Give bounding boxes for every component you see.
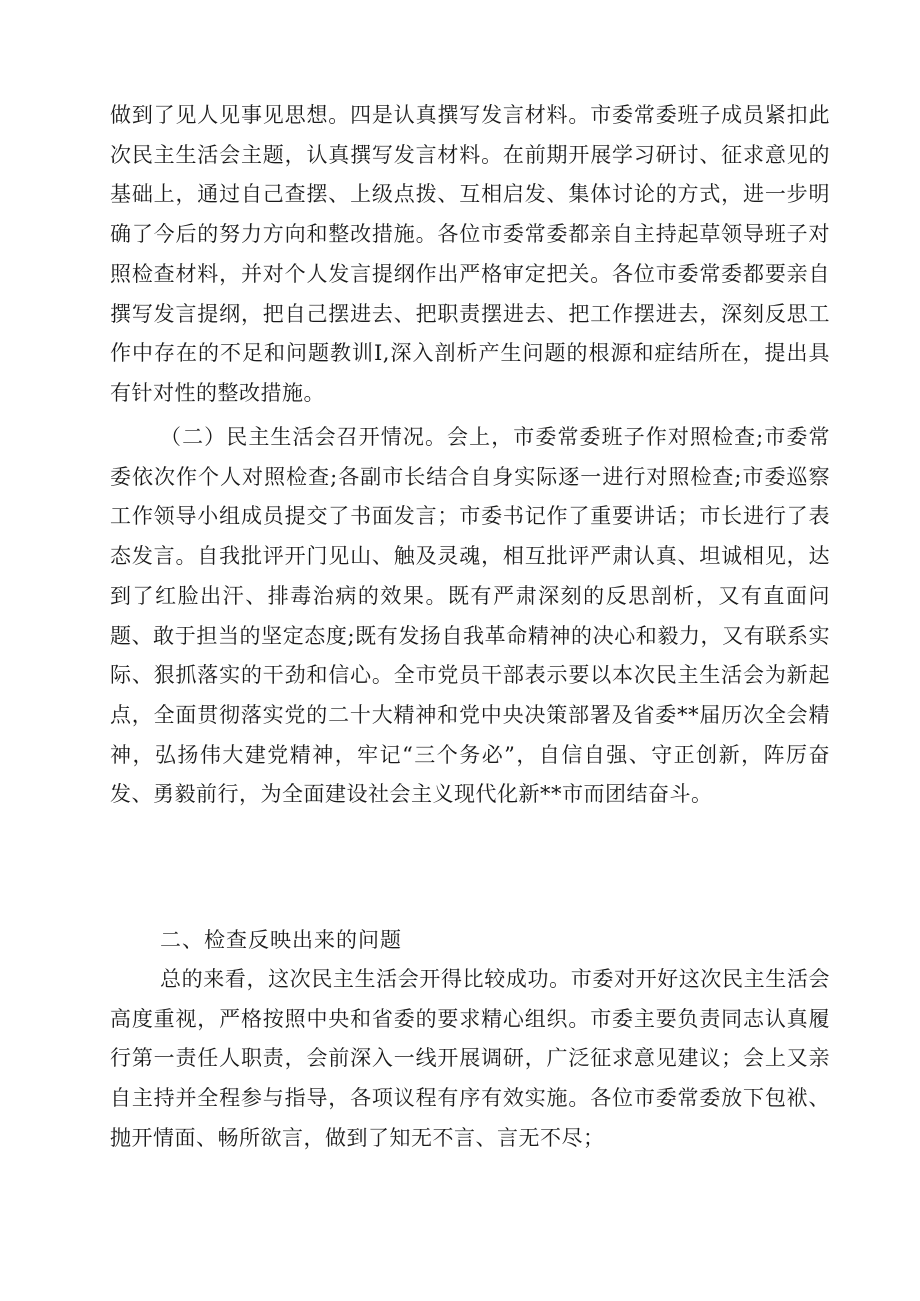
section-heading: 二、检查反映出来的问题: [160, 928, 402, 952]
paragraph-1: 做到了见人见事见思想。四是认真撰写发言材料。市委常委班子成员紧扣此次民主生活会主题，认真撰写发言材料。在前期开展学习研讨、征求意见的基础上，通过自己查摆、上级点拨、互相启发、集体讨论的方式，进一步明确了今后的努力方向和整改措施。各位市委常委都亲自主持起草领导班子对照检查材料，并对个人发言提纲作出严格审定把关。各位市委常委都要亲自撰写发言提纲，把自己摆进去、把职责摆进去、把工作摆进去，深刻反思工作中存在的不足和问题教训I,深入剖析产生问题的根源和症结所在，提出具有针对性的整改措施。: [110, 103, 830, 405]
paragraph-3: 总的来看，这次民主生活会开得比较成功。市委对开好这次民主生活会高度重视，严格按照中央和省委的要求精心组织。市委主要负责同志认真履行第一责任人职责，会前深入一线开展调研，广泛征求意见建议；会上又亲自主持并全程参与指导，各项议程有序有效实施。各位市委常委放下包袱、抛开情面、畅所欲言，做到了知无不言、言无不尽；: [110, 967, 830, 1150]
paragraph-2: （二）民主生活会召开情况。会上，市委常委班子作对照检查;市委常委依次作个人对照检查;各副市长结合自身实际逐一进行对照检查;市委巡察工作领导小组成员提交了书面发言；市委书记作了重要讲话；市长进行了表态发言。自我批评开门见山、触及灵魂，相互批评严肃认真、坦诚相见，达到了红脸出汗、排毒治病的效果。既有严肃深刻的反思剖析，又有直面问题、敢于担当的坚定态度;既有发扬自我革命精神的决心和毅力，又有联系实际、狠抓落实的干劲和信心。全市党员干部表示要以本次民主生活会为新起点，全面贯彻落实党的二十大精神和党中央决策部署及省委**届历次全会精神，弘扬伟大建党精神，牢记“三个务必”，自信自强、守正创新，阵厉奋发、勇毅前行，为全面建设社会主义现代化新**市而团结奋斗。: [110, 425, 830, 807]
